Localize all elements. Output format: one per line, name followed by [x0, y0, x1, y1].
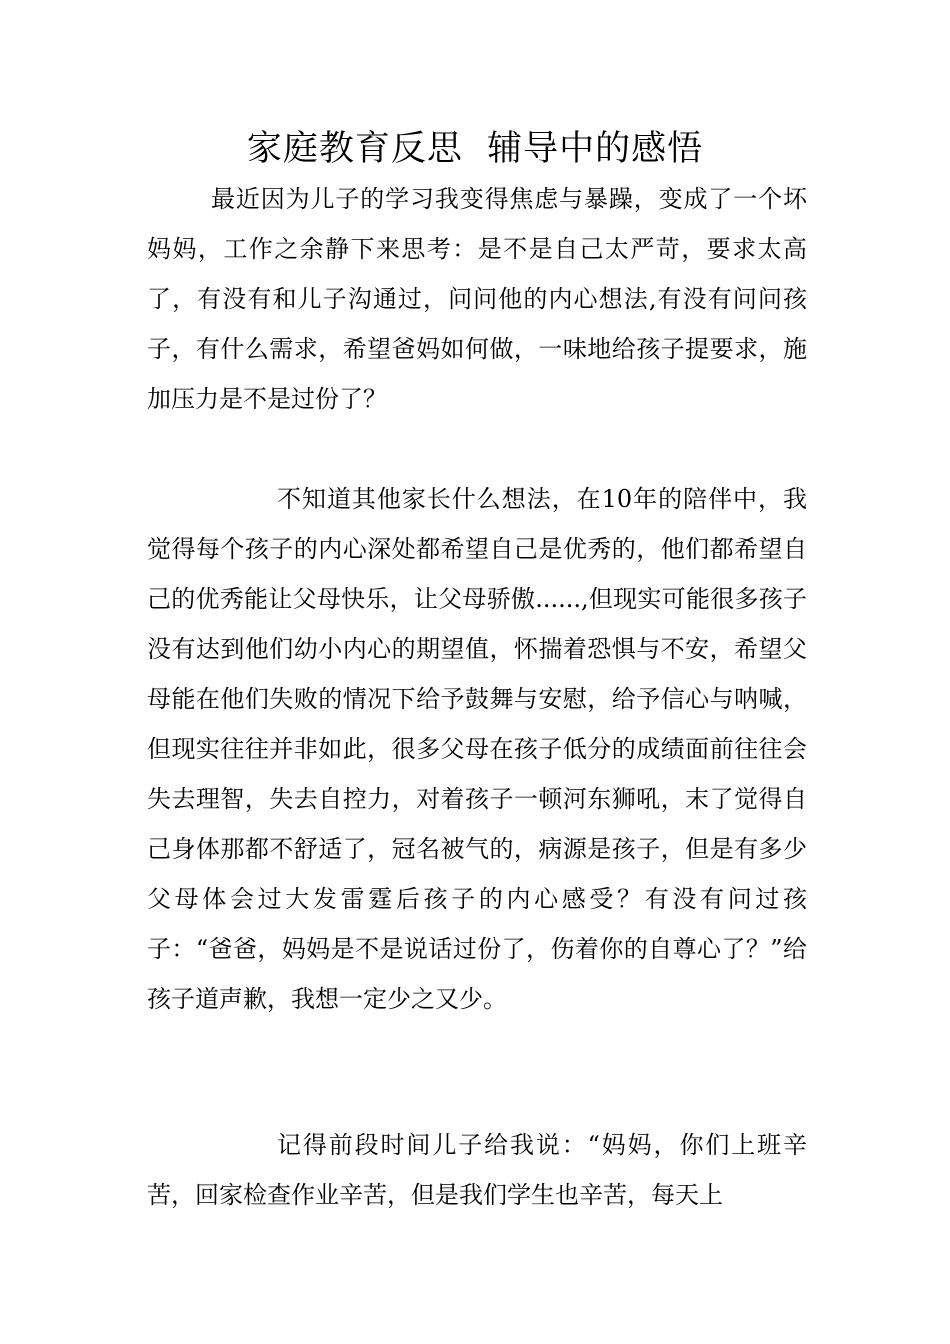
paragraph-1: 最近因为儿子的学习我变得焦虑与暴躁，变成了一个坏妈妈，工作之余静下来思考：是不是自己太严苛，要求太高了，有没有和儿子沟通过，问问他的内心想法,有没有问问孩子，有什么需求，希望爸妈如何做，一味地给孩子提要求，施加压力是不是过份了？ — [147, 185, 807, 413]
paragraph-2: 不知道其他家长什么想法，在10年的陪伴中，我觉得每个孩子的内心深处都希望自己是优秀的，他们都希望自己的优秀能让父母快乐，让父母骄傲......,但现实可能很多孩子没有达到他们幼小内心的期望值，怀揣着恐惧与不安，希望父母能在他们失败的情况下给予鼓舞与安慰，给予信心与呐喊，但现实往往并非如此，很多父母在孩子低分的成绩面前往往会失去理智，失去自控力，对着孩子一顿河东狮吼，末了觉得自己身体那都不舒适了，冠名被气的，病源是孩子，但是有多少父母体会过大发雷霆后孩子的内心感受？有没有问过孩子：“爸爸，妈妈是不是说话过份了，伤着你的自尊心了？”给孩子道声歉，我想一定少之又少。 — [147, 485, 807, 1013]
paragraph-3: 记得前段时间儿子给我说：“妈妈，你们上班辛苦，回家检查作业辛苦，但是我们学生也辛苦，每天上 — [147, 1131, 807, 1209]
document-title: 家庭教育反思 辅导中的感悟 — [246, 129, 704, 169]
